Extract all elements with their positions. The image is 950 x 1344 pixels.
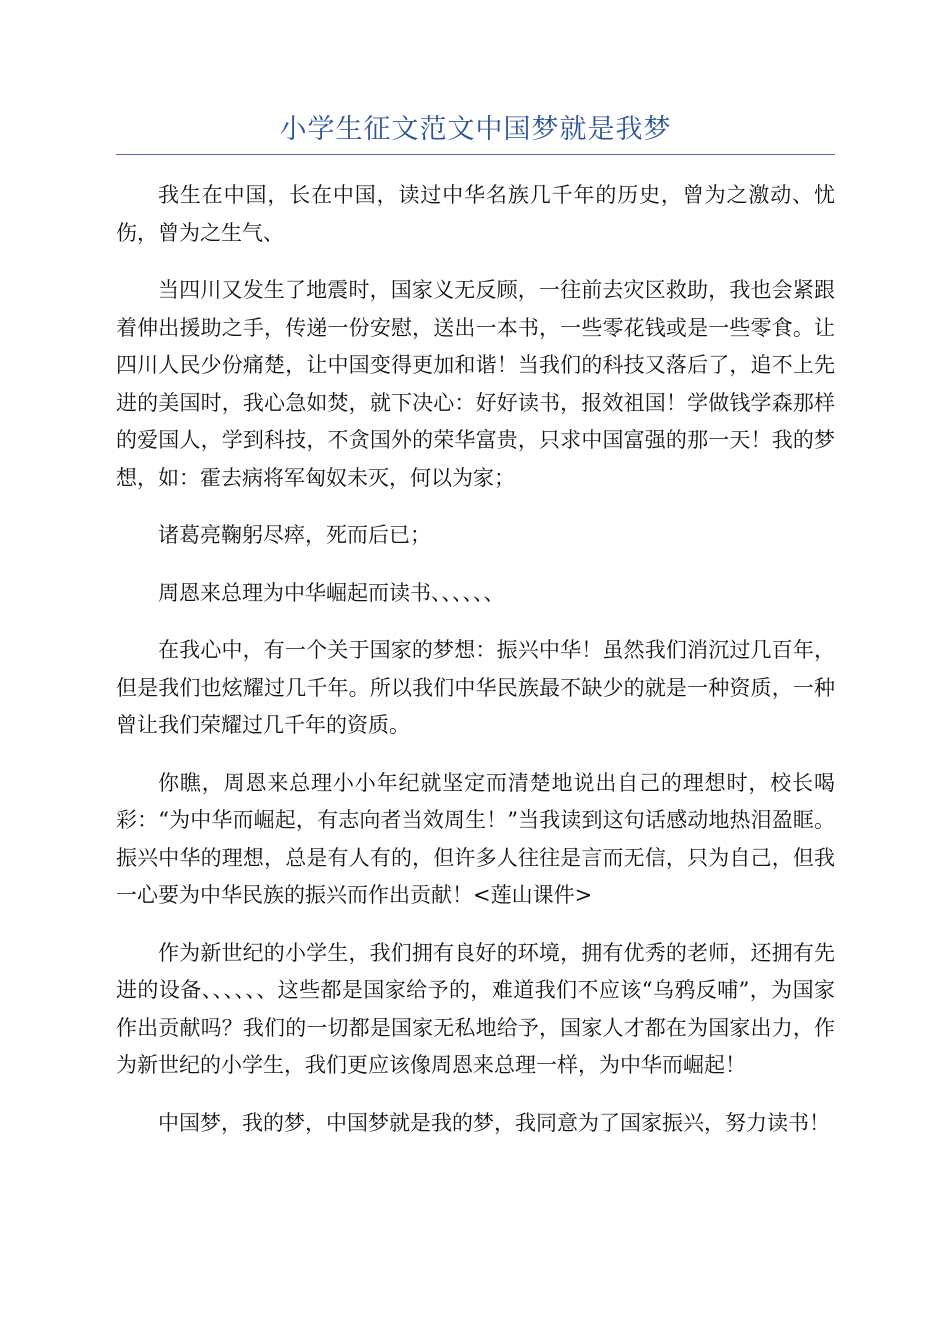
paragraph-4: 周恩来总理为中华崛起而读书、、、、、、 [158,580,505,605]
paragraph-5: 在我心中，有一个关于国家的梦想：振兴中华！虽然我们消沉过几百年，但是我们也炫耀过几千年。所以我们中华民族最不缺少的就是一种资质，一种曾让我们荣耀过几千年的资质。 [116,638,835,737]
paragraph-1: 我生在中国，长在中国，读过中华名族几千年的历史，曾为之激动、忧伤，曾为之生气、 [116,183,835,245]
paragraph-6: 你瞧，周恩来总理小小年纪就坚定而清楚地说出自己的理想时，校长喝彩：“为中华而崛起，有志向者当效周生！”当我读到这句话感动地热泪盈眶。振兴中华的理想，总是有人有的，但许多人往往是言而无信，只为自己，但我一心要为中华民族的振兴而作出贡献！<莲山课件> [116,770,835,907]
title-block [116,108,835,155]
paragraph-2: 当四川又发生了地震时，国家义无反顾，一往前去灾区救助，我也会紧跟着伸出援助之手，传递一份安慰，送出一本书，一些零花钱或是一些零食。让四川人民少份痛楚，让中国变得更加和谐！当我们的科技又落后了，追不上先进的美国时，我心急如焚，就下决心：好好读书，报效祖国！学做钱学森那样的爱国人，学到科技，不贪国外的荣华富贵，只求中国富强的那一天！我的梦想，如：霍去病将军匈奴未灭，何以为家； [116,278,835,490]
paragraph-7: 作为新世纪的小学生，我们拥有良好的环境，拥有优秀的老师，还拥有先进的设备、、、、、、这些都是国家给予的，难道我们不应该“乌鸦反哺”，为国家作出贡献吗？我们的一切都是国家无私地给予，国家人才都在为国家出力，作为新世纪的小学生，我们更应该像周恩来总理一样，为中华而崛起！ [116,940,835,1077]
document-body [116,177,835,1162]
paragraph-3: 诸葛亮鞠躬尽瘁，死而后已； [158,523,431,547]
document-title: 小学生征文范文中国梦就是我梦 [279,114,672,145]
paragraph-8: 中国梦，我的梦，中国梦就是我的梦，我同意为了国家振兴，努力读书！ [158,1110,830,1135]
title-underline [116,154,835,155]
